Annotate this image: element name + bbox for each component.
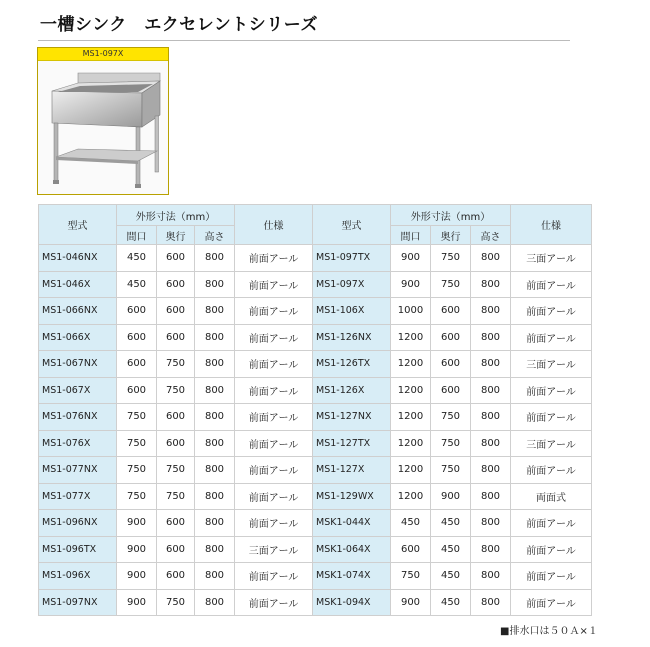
cell-width: 600 (117, 351, 157, 378)
spec-table (38, 204, 592, 616)
col-spec: 仕様 (235, 205, 313, 245)
cell-width: 450 (117, 245, 157, 272)
cell-depth: 600 (157, 510, 195, 537)
cell-height: 800 (471, 563, 511, 590)
cell-width: 900 (117, 589, 157, 616)
table-row (39, 324, 592, 351)
cell-model: MS1-077NX (39, 457, 117, 484)
cell-depth: 750 (431, 404, 471, 431)
table-row (39, 483, 592, 510)
cell-depth: 750 (157, 483, 195, 510)
cell-height: 800 (195, 510, 235, 537)
table-row (39, 563, 592, 590)
cell-depth: 600 (157, 245, 195, 272)
col-model: 型式 (313, 205, 391, 245)
cell-spec: 前面アール (511, 536, 592, 563)
table-row (39, 351, 592, 378)
cell-model: MS1-106X (313, 298, 391, 325)
cell-model: MS1-066NX (39, 298, 117, 325)
cell-model: MS1-129WX (313, 483, 391, 510)
cell-height: 800 (471, 351, 511, 378)
cell-spec: 両面式 (511, 483, 592, 510)
cell-model: MS1-076NX (39, 404, 117, 431)
cell-model: MS1-127X (313, 457, 391, 484)
cell-spec: 前面アール (235, 563, 313, 590)
cell-depth: 750 (157, 377, 195, 404)
cell-width: 600 (117, 324, 157, 351)
cell-width: 900 (117, 563, 157, 590)
cell-depth: 750 (157, 351, 195, 378)
cell-depth: 750 (431, 271, 471, 298)
cell-model: MS1-097TX (313, 245, 391, 272)
cell-spec: 前面アール (511, 324, 592, 351)
cell-width: 450 (117, 271, 157, 298)
cell-spec: 前面アール (511, 271, 592, 298)
table-row (39, 271, 592, 298)
cell-height: 800 (471, 589, 511, 616)
col-depth: 奥行 (431, 226, 471, 245)
cell-width: 1200 (391, 351, 431, 378)
cell-width: 750 (117, 404, 157, 431)
cell-depth: 450 (431, 510, 471, 537)
cell-spec: 三面アール (511, 245, 592, 272)
cell-height: 800 (471, 510, 511, 537)
cell-model: MS1-126TX (313, 351, 391, 378)
cell-height: 800 (195, 298, 235, 325)
cell-height: 800 (471, 430, 511, 457)
cell-depth: 600 (157, 404, 195, 431)
table-row (39, 245, 592, 272)
cell-height: 800 (195, 483, 235, 510)
cell-width: 900 (391, 271, 431, 298)
col-spec: 仕様 (511, 205, 592, 245)
cell-height: 800 (471, 483, 511, 510)
cell-depth: 600 (157, 324, 195, 351)
cell-width: 600 (117, 298, 157, 325)
cell-height: 800 (195, 563, 235, 590)
cell-model: MS1-097NX (39, 589, 117, 616)
cell-width: 1200 (391, 457, 431, 484)
col-dimensions: 外形寸法（mm） (117, 205, 235, 226)
cell-height: 800 (195, 351, 235, 378)
cell-depth: 450 (431, 536, 471, 563)
cell-width: 750 (117, 457, 157, 484)
col-dimensions: 外形寸法（mm） (391, 205, 511, 226)
cell-spec: 前面アール (511, 563, 592, 590)
cell-depth: 600 (431, 298, 471, 325)
col-depth: 奥行 (157, 226, 195, 245)
cell-model: MS1-066X (39, 324, 117, 351)
cell-depth: 600 (431, 324, 471, 351)
cell-height: 800 (471, 377, 511, 404)
table-row (39, 510, 592, 537)
cell-model: MSK1-094X (313, 589, 391, 616)
cell-depth: 750 (431, 430, 471, 457)
cell-model: MS1-097X (313, 271, 391, 298)
cell-width: 750 (117, 430, 157, 457)
cell-height: 800 (471, 404, 511, 431)
cell-depth: 750 (431, 457, 471, 484)
table-header-row (39, 205, 592, 226)
cell-width: 1200 (391, 483, 431, 510)
cell-spec: 三面アール (235, 536, 313, 563)
table-row (39, 589, 592, 616)
cell-height: 800 (471, 245, 511, 272)
cell-spec: 前面アール (235, 377, 313, 404)
col-height: 高さ (471, 226, 511, 245)
cell-width: 900 (391, 589, 431, 616)
cell-spec: 前面アール (235, 298, 313, 325)
cell-width: 900 (391, 245, 431, 272)
cell-width: 750 (391, 563, 431, 590)
page-title: 一槽シンク エクセレントシリーズ (40, 15, 318, 35)
cell-depth: 600 (157, 271, 195, 298)
cell-width: 600 (117, 377, 157, 404)
cell-model: MSK1-074X (313, 563, 391, 590)
cell-model: MS1-126X (313, 377, 391, 404)
cell-width: 900 (117, 510, 157, 537)
cell-spec: 前面アール (511, 377, 592, 404)
cell-height: 800 (195, 589, 235, 616)
cell-width: 600 (391, 536, 431, 563)
cell-spec: 前面アール (511, 589, 592, 616)
cell-spec: 前面アール (235, 510, 313, 537)
cell-model: MS1-067X (39, 377, 117, 404)
table-row (39, 404, 592, 431)
cell-spec: 前面アール (235, 404, 313, 431)
cell-depth: 600 (431, 377, 471, 404)
cell-spec: 前面アール (235, 457, 313, 484)
cell-width: 750 (117, 483, 157, 510)
cell-height: 800 (195, 324, 235, 351)
cell-depth: 600 (157, 430, 195, 457)
cell-depth: 450 (431, 563, 471, 590)
cell-width: 1200 (391, 324, 431, 351)
cell-spec: 前面アール (235, 589, 313, 616)
cell-spec: 三面アール (511, 351, 592, 378)
cell-model: MS1-076X (39, 430, 117, 457)
cell-spec: 前面アール (511, 298, 592, 325)
col-width: 間口 (117, 226, 157, 245)
cell-height: 800 (195, 404, 235, 431)
cell-model: MS1-096X (39, 563, 117, 590)
cell-depth: 600 (431, 351, 471, 378)
cell-depth: 750 (431, 245, 471, 272)
cell-height: 800 (471, 271, 511, 298)
cell-model: MS1-127TX (313, 430, 391, 457)
cell-width: 1200 (391, 377, 431, 404)
cell-model: MS1-067NX (39, 351, 117, 378)
cell-depth: 450 (431, 589, 471, 616)
cell-model: MS1-046X (39, 271, 117, 298)
cell-height: 800 (195, 245, 235, 272)
cell-height: 800 (471, 536, 511, 563)
cell-height: 800 (195, 457, 235, 484)
cell-height: 800 (195, 536, 235, 563)
cell-height: 800 (195, 430, 235, 457)
cell-model: MS1-126NX (313, 324, 391, 351)
cell-height: 800 (195, 271, 235, 298)
cell-width: 900 (117, 536, 157, 563)
cell-height: 800 (471, 324, 511, 351)
cell-width: 1200 (391, 404, 431, 431)
cell-spec: 前面アール (235, 271, 313, 298)
table-row (39, 536, 592, 563)
cell-model: MSK1-064X (313, 536, 391, 563)
col-model: 型式 (39, 205, 117, 245)
cell-depth: 600 (157, 563, 195, 590)
cell-spec: 前面アール (235, 483, 313, 510)
cell-spec: 前面アール (235, 430, 313, 457)
cell-spec: 前面アール (235, 324, 313, 351)
photo-label: MS1-097X (38, 48, 168, 61)
cell-spec: 三面アール (511, 430, 592, 457)
table-row (39, 457, 592, 484)
cell-depth: 900 (431, 483, 471, 510)
cell-height: 800 (195, 377, 235, 404)
table-row (39, 377, 592, 404)
cell-depth: 750 (157, 589, 195, 616)
cell-depth: 600 (157, 298, 195, 325)
cell-model: MS1-046NX (39, 245, 117, 272)
cell-height: 800 (471, 298, 511, 325)
cell-model: MS1-077X (39, 483, 117, 510)
title-divider (38, 40, 570, 41)
cell-width: 450 (391, 510, 431, 537)
col-height: 高さ (195, 226, 235, 245)
cell-spec: 前面アール (511, 457, 592, 484)
cell-spec: 前面アール (235, 351, 313, 378)
cell-model: MS1-096TX (39, 536, 117, 563)
drain-footnote: ■排水口は５０Ａ×１ (500, 626, 598, 637)
cell-spec: 前面アール (235, 245, 313, 272)
cell-height: 800 (471, 457, 511, 484)
cell-model: MSK1-044X (313, 510, 391, 537)
col-width: 間口 (391, 226, 431, 245)
cell-depth: 600 (157, 536, 195, 563)
cell-depth: 750 (157, 457, 195, 484)
cell-model: MS1-096NX (39, 510, 117, 537)
cell-spec: 前面アール (511, 404, 592, 431)
cell-width: 1200 (391, 430, 431, 457)
cell-spec: 前面アール (511, 510, 592, 537)
table-row (39, 430, 592, 457)
product-photo (37, 47, 169, 195)
cell-width: 1000 (391, 298, 431, 325)
cell-model: MS1-127NX (313, 404, 391, 431)
table-row (39, 298, 592, 325)
sink-illustration (38, 61, 168, 195)
